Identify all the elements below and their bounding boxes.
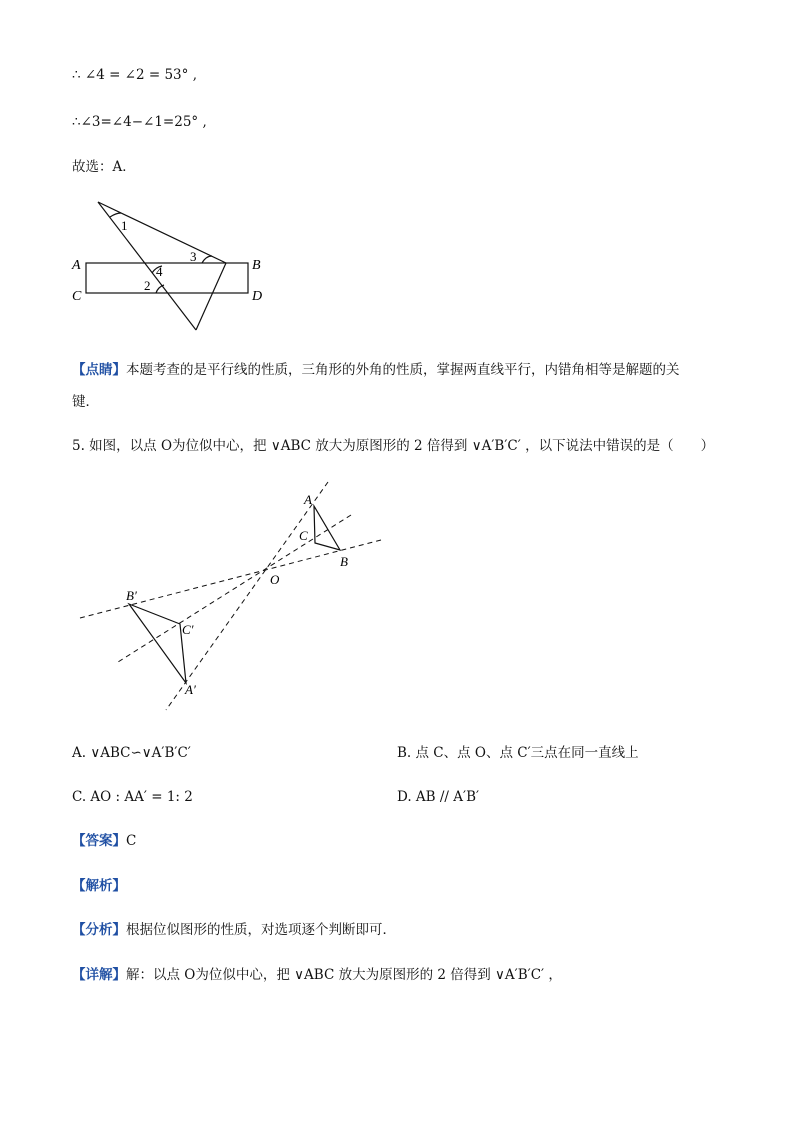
triangle-a2b2c2 [129, 604, 186, 683]
label-fig2-o: O [270, 572, 280, 587]
label-fig2-a-prime: A′ [185, 682, 196, 697]
label-angle-1: 1 [121, 218, 128, 233]
label-fig2-c-prime: C′ [182, 622, 194, 637]
figure-parallel-lines [66, 196, 286, 336]
option-c [72, 788, 193, 806]
label-c: C [72, 289, 82, 304]
question-text: 5. 如图，以点 O为位似中心，把 ∨ABC 放大为原图形的 2 倍得到 ∨A′B′C′ ，以下说法中错误的是（ ） [72, 438, 715, 454]
option-d [397, 788, 479, 806]
note-paragraph-cont [72, 393, 99, 411]
segment-top-to-3 [98, 202, 226, 263]
label-angle-2: 2 [144, 278, 151, 293]
detail-text: 解：以点 O为位似中心，把 ∨ABC 放大为原图形的 2 倍得到 ∨A′B′C′ ， [126, 967, 562, 983]
fenxi-line [72, 921, 396, 939]
label-b: B [252, 258, 261, 273]
note-tag: 【点睛】 [72, 362, 126, 378]
dashed-line-c-c2 [118, 515, 351, 662]
note-text-2: 键． [72, 394, 99, 410]
label-angle-4: 4 [156, 264, 163, 279]
segment-transversal [98, 202, 196, 330]
dashed-line-a-a2 [166, 482, 328, 710]
option-d-text: D. AB // A′B′ [397, 789, 480, 805]
figure-homothety [76, 480, 396, 720]
line-2-text: ∴∠3=∠4−∠1=25° , [72, 114, 207, 130]
label-fig2-a: A [304, 492, 312, 507]
analysis-tag: 【解析】 [72, 878, 126, 894]
analysis-line [72, 877, 126, 895]
line-angle4-equals-angle2 [72, 66, 197, 84]
line-3-text: 故选：A． [72, 159, 136, 175]
triangle-abc [314, 506, 340, 550]
label-fig2-b-prime: B′ [126, 588, 137, 603]
dashed-line-b-b2 [80, 540, 381, 618]
detail-tag: 【详解】 [72, 967, 126, 983]
option-a-text: A. ∨ABC∽∨A′B′C′ [72, 745, 191, 761]
option-a [72, 744, 191, 762]
answer-tag: 【答案】 [72, 833, 126, 849]
note-text-1: 本题考查的是平行线的性质，三角形的外角的性质，掌握两直线平行，内错角相等是解题的关 [126, 362, 680, 378]
question-5 [72, 437, 714, 455]
detail-line [72, 966, 562, 984]
note-paragraph [72, 361, 680, 379]
option-b [397, 744, 639, 762]
option-b-text: B. 点 C、点 O、点 C′三点在同一直线上 [397, 745, 639, 761]
answer-value: C [126, 833, 137, 849]
angle-3-arc [202, 256, 212, 263]
fenxi-tag: 【分析】 [72, 922, 126, 938]
answer-line [72, 832, 136, 850]
label-fig2-b: B [340, 554, 348, 569]
label-a: A [72, 258, 81, 273]
line-angle3-calc [72, 113, 207, 131]
label-d: D [252, 289, 263, 304]
segment-3-to-bottom [196, 263, 226, 330]
label-angle-3: 3 [190, 249, 197, 264]
label-fig2-c: C [299, 528, 308, 543]
line-1-text: ∴ ∠4 = ∠2 = 53° , [72, 67, 197, 83]
line-choose-a [72, 158, 136, 176]
angle-1-arc [110, 213, 121, 217]
option-c-text: C. AO : AA′ = 1: 2 [72, 789, 193, 805]
fenxi-text: 根据位似图形的性质，对选项逐个判断即可． [126, 922, 396, 938]
